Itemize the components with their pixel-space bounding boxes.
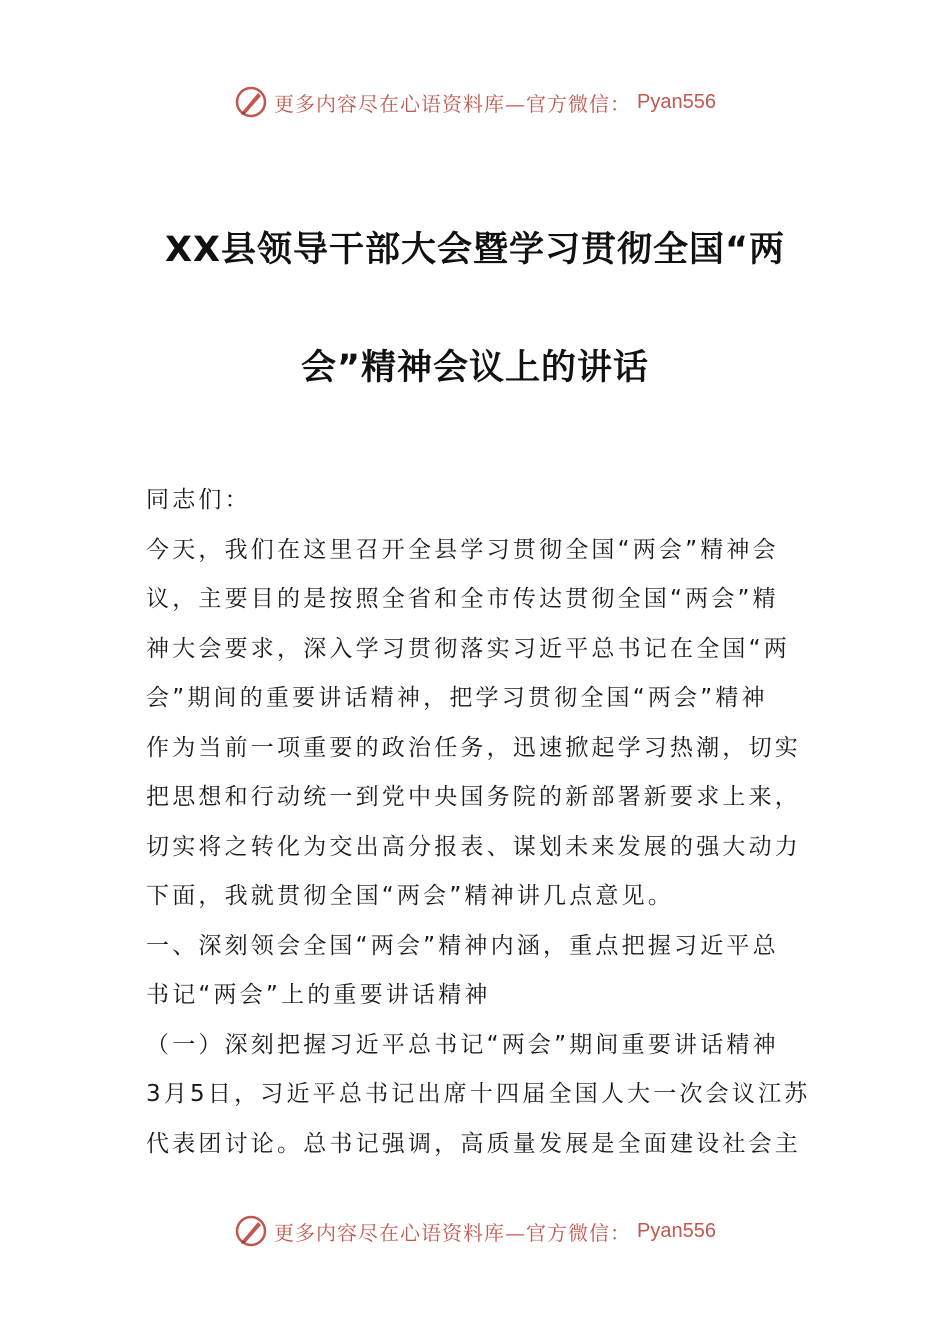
subsection-heading-1: （一）深刻把握习近平总书记“两会”期间重要讲话精神	[146, 1031, 779, 1058]
document-title-line-2: 会”精神会议上的讲话	[300, 348, 649, 388]
body-line: 切实将之转化为交出高分报表、谋划未来发展的强大动力	[146, 833, 801, 860]
header-banner-wechat: Pyan556	[637, 90, 716, 113]
quill-pen-circle-icon	[234, 1214, 268, 1248]
salutation: 同志们：	[146, 487, 251, 513]
body-line: 议，主要目的是按照全省和全市传达贯彻全国“两会”精	[146, 586, 779, 612]
footer-banner	[0, 1211, 950, 1251]
body-line: 代表团讨论。总书记强调，高质量发展是全面建设社会主	[146, 1130, 801, 1157]
section-heading-1-cont: 书记“两会”上的重要讲话精神	[146, 982, 491, 1008]
header-banner-text: 更多内容尽在心语资料库—官方微信：	[274, 91, 632, 116]
body-line: 会”期间的重要讲话精神，把学习贯彻全国“两会”精神	[146, 685, 768, 711]
body-text	[146, 476, 811, 1169]
body-line: 把思想和行动统一到党中央国务院的新部署新要求上来，	[146, 784, 801, 810]
footer-banner-text: 更多内容尽在心语资料库—官方微信：	[274, 1220, 632, 1245]
header-banner	[0, 82, 950, 122]
body-line: 下面，我就贯彻全国“两会”精神讲几点意见。	[146, 883, 675, 909]
body-line: 今天，我们在这里召开全县学习贯彻全国“两会”精神会	[146, 536, 779, 563]
document-title-line-1: XX县领导干部大会暨学习贯彻全国“两	[165, 230, 785, 270]
section-heading-1: 一、深刻领会全国“两会”精神内涵，重点把握习近平总	[146, 932, 779, 959]
footer-banner-wechat: Pyan556	[637, 1219, 716, 1242]
body-line: 3月5日，习近平总书记出席十四届全国人大一次会议江苏	[146, 1081, 811, 1107]
body-line: 作为当前一项重要的政治任务，迅速掀起学习热潮，切实	[146, 734, 801, 761]
body-line: 神大会要求，深入学习贯彻落实习近平总书记在全国“两	[146, 635, 790, 662]
quill-pen-circle-icon	[234, 85, 268, 119]
